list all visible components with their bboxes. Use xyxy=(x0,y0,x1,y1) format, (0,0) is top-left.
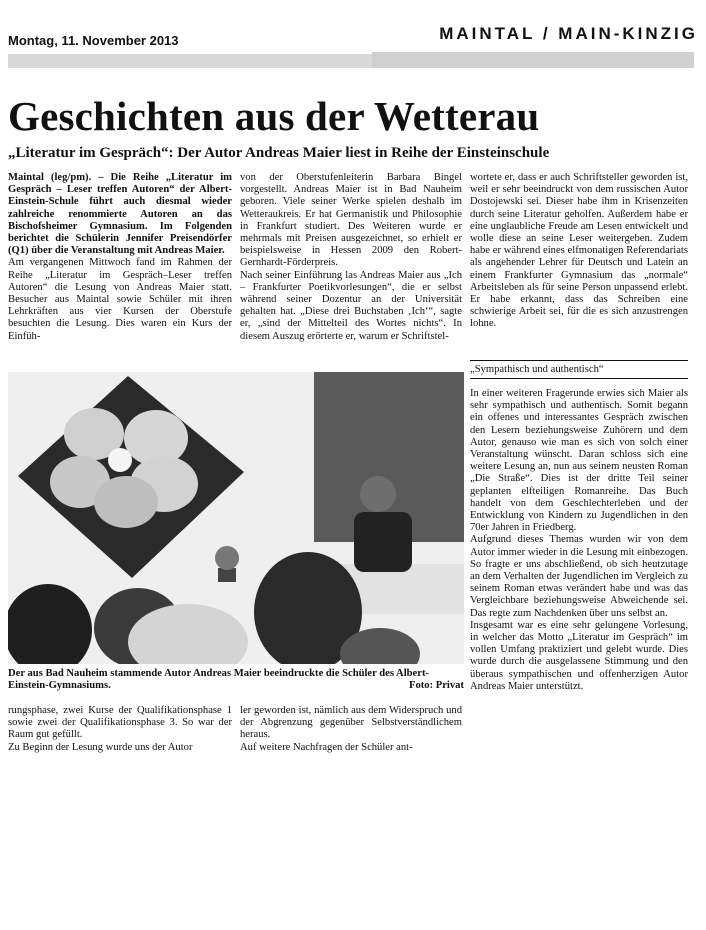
section-title: MAINTAL / MAIN-KINZIG xyxy=(439,24,698,43)
bottom-column-2-paragraph-2: Auf weitere Nachfragen der Schüler ant- xyxy=(240,741,413,753)
column-3-continued xyxy=(470,388,688,693)
photo-caption xyxy=(8,668,464,692)
column-3-paragraph-3: Aufgrund dieses Themas wurden wir von dem Autor immer wieder in die Lesung mit einbezogen. So fragte er uns abschließend, ob sich heutzutage an dem Verhalten der Jugendlichen im Vergleich zu seinem Roman etwas verändert habe und was das Vergleichbare beziehungsweise Abweichende sei. Das regte zum Nachdenken über uns selbst an. xyxy=(470,534,688,619)
intertitle: „Sympathisch und authentisch“ xyxy=(470,360,688,379)
bottom-column-2-paragraph-1: ler geworden ist, nämlich aus dem Widerspruch und der Abgrenzung gegenüber Selbstverständlichem heraus. xyxy=(240,705,462,741)
column-1 xyxy=(8,172,232,343)
column-3 xyxy=(470,172,688,331)
photo-illustration xyxy=(8,372,464,664)
bottom-column-1 xyxy=(8,705,232,754)
lead-paragraph: Maintal (leg/pm). – Die Reihe „Literatur im Gespräch – Leser treffen Autoren“ der Albert-Einstein-Schule führt auch diesmal wieder zahlreiche renommierte Autoren an das Bischofsheimer Gymnasium. Im Folgenden berichtet die Schülerin Jennifer Preisendörfer (Q1) über die Veranstaltung mit Andreas Maier. xyxy=(8,172,232,257)
photo-credit: Foto: Privat xyxy=(408,680,464,692)
bottom-column-1-paragraph-2: Zu Beginn der Lesung wurde uns der Autor xyxy=(8,741,193,753)
article-photo xyxy=(8,372,464,664)
headline: Geschichten aus der Wetterau xyxy=(8,93,540,139)
caption-text: Der aus Bad Nauheim stammende Autor Andreas Maier beeindruckte die Schüler des Albert-Einstein-Gymnasiums. xyxy=(8,668,430,692)
header-rule-shadow xyxy=(372,52,694,68)
bottom-column-2 xyxy=(240,705,462,754)
column-3-paragraph-2: In einer weiteren Fragerunde erwies sich Maier als sehr sympathisch und authentisch. Somit begann ein offenes und interessantes Gespräch zwischen den Lesern beziehungsweise Zuhörern und dem Autor, genauso wie man es sich von solch einer Veranstaltung wünscht. Daran schloss sich eine weitere Lesung an, nun aus seinem neusten Roman „Die Straße“. Dies ist der dritte Teil seiner geplanten elfteiligen Romanreihe. Das Buch handelt von dem Geschlechterleben und der Entwicklung von Kindern zu Jugendlichen in den 70er Jahren in Friedberg. xyxy=(470,388,688,534)
column-2 xyxy=(240,172,462,343)
column-1-body: Am vergangenen Mittwoch fand im Rahmen der Reihe „Literatur im Gespräch–Leser treffen Autoren“ die Lesung von Andreas Maier statt. Besucher aus Maintal sowie Schüler mit ihren Lehrkräften aus vier Kursen der Oberstufe besuchten die Lesung. Dies waren ein Kurs der Einfüh- xyxy=(8,257,232,342)
bottom-column-1-paragraph-1: rungsphase, zwei Kurse der Qualifikationsphase 1 sowie zwei der Qualifikationsphase 3. So war der Raum gut gefüllt. xyxy=(8,705,232,741)
subheadline: „Literatur im Gespräch“: Der Autor Andreas Maier liest in Reihe der Einsteinschule xyxy=(8,145,550,161)
date-line: Montag, 11. November 2013 xyxy=(8,33,179,48)
column-2-paragraph-1: von der Oberstufenleiterin Barbara Bingel vorgestellt. Andreas Maier ist in Bad Nauheim geboren. Viele seiner Werke spielen deshalb im Wetteraukreis. Er hat Germanistik und Philosophie in Frankfurt studiert. Des Weiteren wurde er mehrmals mit Preisen ausgezeichnet, so erhielt er beispielsweise in Hessen 2009 den Robert-Gernhardt-Förderpreis. xyxy=(240,172,462,269)
column-2-paragraph-2: Nach seiner Einführung las Andreas Maier aus „Ich – Frankfurter Poetikvorlesungen“, die er selbst während seiner Dozentur an der Universität gehalten hat. „Diese drei Buchstaben ‚Ich‘“, sagte er, „sind der Mittelteil des Wortes nichts“. In diesem Auszug erörterte er, warum er Schriftstel- xyxy=(240,269,462,342)
column-3-paragraph-1: wortete er, dass er auch Schriftsteller geworden ist, weil er sehr beeindruckt von dem russischen Autor Dostojewski sei. Dieser habe ihm in Krisenzeiten durch seine Literatur geholfen. Außerdem habe er eine unglaubliche Freude am Lesen entwickelt und wolle diese an seine Leser weitergeben. Zudem habe er während eines elfmonatigen Referendariats als angehender Lehrer für Deutsch und Latein an einem Frankfurter Gymnasium das „normale“ Arbeitsleben als für seine Person unpassend erlebt. Er habe erkannt, dass das Schreiben eine schwierige Arbeit sei, für die es sich anzustrengen lohne. xyxy=(470,172,688,330)
column-3-paragraph-4: Insgesamt war es eine sehr gelungene Vorlesung, in welcher das Motto „Literatur im Gespräch“ im vollen Umfang praktiziert und gelebt wurde. Dies wurde durch die ausgelassene Stimmung und den überaus sympathischen und offenherzigen Autor Andreas Maier unterstützt. xyxy=(470,619,688,692)
